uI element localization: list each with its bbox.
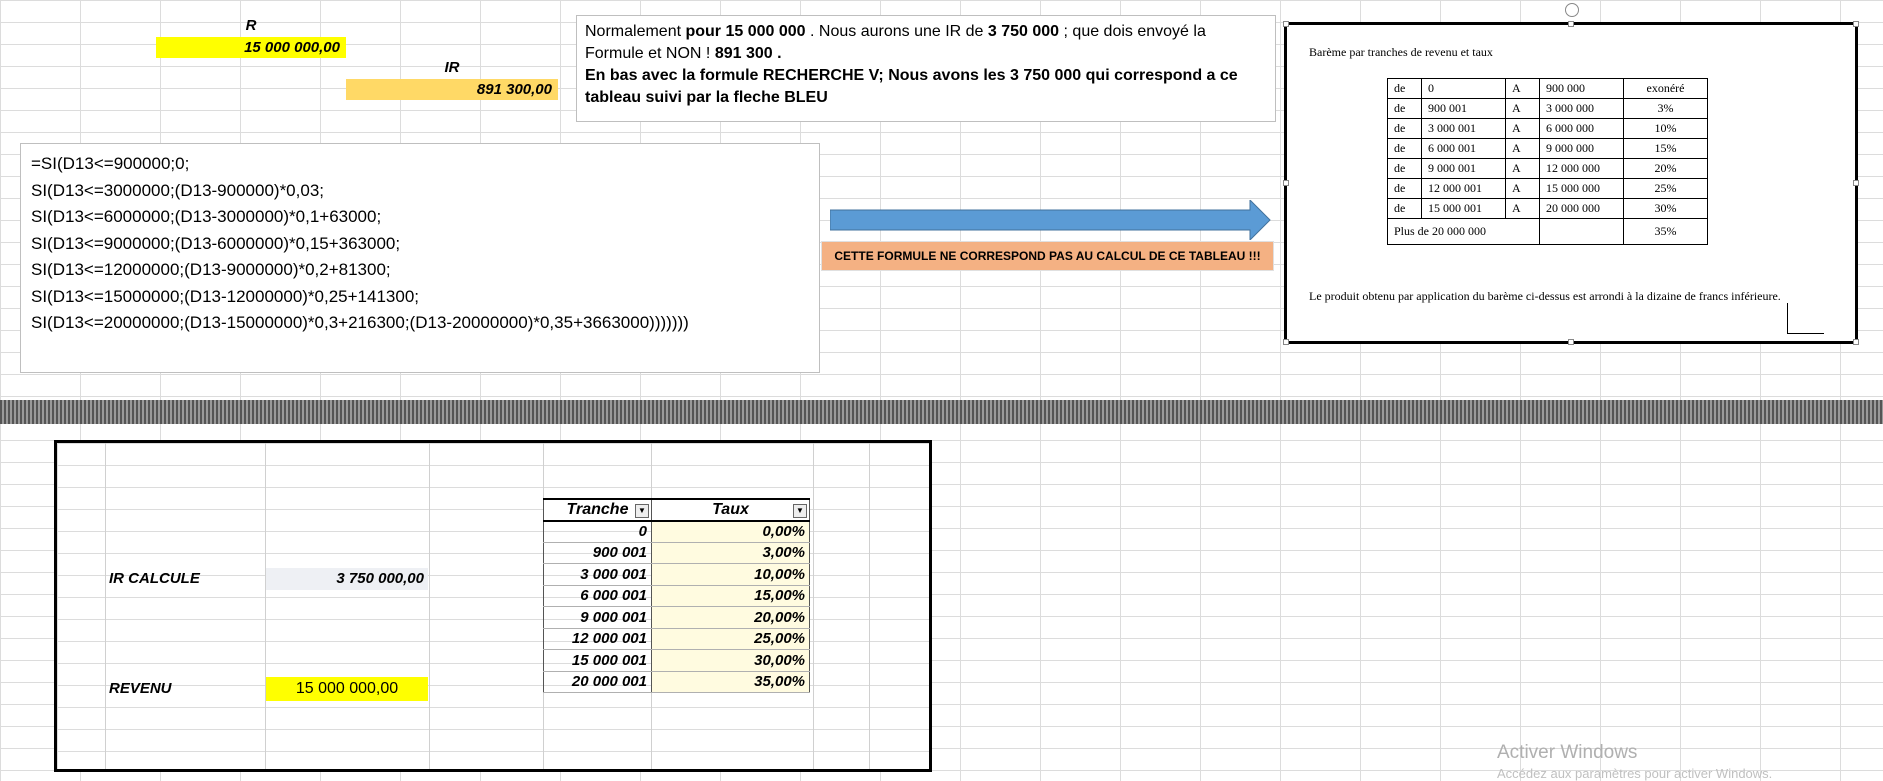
note-text-3: . Nous aurons une IR de [805,23,988,40]
ir-calcule-label[interactable]: IR CALCULE [109,570,200,587]
formula-line: SI(D13<=9000000;(D13-6000000)*0,15+363000; [31,233,401,253]
bareme-cell: A [1506,199,1540,219]
lookup-cell-taux[interactable]: 10,00% [652,564,810,586]
revenu-value[interactable]: 15 000 000,00 [266,677,428,701]
lookup-cell-tranche[interactable]: 0 [544,521,652,543]
bareme-cell: A [1506,179,1540,199]
lookup-cell-tranche[interactable]: 900 001 [544,542,652,564]
lookup-row [544,564,810,586]
lookup-row [544,585,810,607]
lookup-cell-taux[interactable]: 25,00% [652,628,810,650]
bareme-cell: 12 000 000 [1540,159,1624,179]
bareme-cell: 10% [1624,119,1708,139]
bareme-row [1388,139,1708,159]
bareme-table [1387,78,1708,245]
bareme-cell: 0 [1422,79,1506,99]
lookup-cell-taux[interactable]: 35,00% [652,671,810,693]
formula-line: =SI(D13<=900000;0; [31,154,190,173]
lookup-header-tranche[interactable]: Tranche ▼ [544,499,652,521]
note-text-4: 3 750 000 [987,23,1060,40]
lookup-cell-taux[interactable]: 15,00% [652,585,810,607]
bareme-cell: de [1388,99,1422,119]
bareme-cell: de [1388,179,1422,199]
bareme-row [1388,99,1708,119]
bareme-cell: de [1388,139,1422,159]
bareme-cell: 900 000 [1540,79,1624,99]
lookup-row [544,650,810,672]
bareme-cell: de [1388,119,1422,139]
lookup-cell-tranche[interactable]: 20 000 001 [544,671,652,693]
bareme-cell: 9 000 000 [1540,139,1624,159]
bareme-cell: 35% [1624,219,1708,245]
lookup-cell-tranche[interactable]: 6 000 001 [544,585,652,607]
bareme-cell: A [1506,119,1540,139]
bareme-cell: 30% [1624,199,1708,219]
bareme-cell: A [1506,99,1540,119]
activation-watermark-title: Activer Windows [1497,742,1638,763]
bareme-cell: 6 000 001 [1422,139,1506,159]
bareme-row [1388,79,1708,99]
bareme-cell: 20% [1624,159,1708,179]
bareme-footnote: Le produit obtenu par application du barème ci-dessus est arrondi à la dizaine de francs inférieure. [1309,289,1781,303]
bareme-cell: de [1388,159,1422,179]
bareme-cell: exonéré [1624,79,1708,99]
activation-watermark-subtitle: Accédez aux paramètres pour activer Windows. [1497,766,1773,781]
scan-mark [1787,303,1824,334]
note-text-5: ; que dois envoyé la Formule et NON ! [585,23,1206,62]
bareme-cell: 6 000 000 [1540,119,1624,139]
note-text-line2: En bas avec la formule RECHERCHE V; Nous avons les 3 750 000 qui correspond a ce tableau suivi par la fleche BLEU [585,67,1238,106]
bareme-cell: A [1506,139,1540,159]
bareme-cell: 3 000 001 [1422,119,1506,139]
note-text-1: Normalement [585,23,686,40]
lookup-row [544,607,810,629]
bareme-image[interactable] [1284,22,1858,344]
bareme-row [1388,119,1708,139]
lookup-row [544,542,810,564]
note-text-2: pour 15 000 000 [685,23,806,40]
bareme-cell: A [1506,79,1540,99]
bareme-cell [1540,219,1624,245]
bareme-cell: A [1506,159,1540,179]
lookup-cell-tranche[interactable]: 12 000 001 [544,628,652,650]
cell-ir-value[interactable]: 891 300,00 [346,79,558,100]
cell-r-value[interactable]: 15 000 000,00 [156,37,346,58]
lookup-cell-tranche[interactable]: 15 000 001 [544,650,652,672]
note-text-6: 891 300 . [714,45,782,62]
lookup-cell-taux[interactable]: 20,00% [652,607,810,629]
bareme-cell: 12 000 001 [1422,179,1506,199]
formula-line: SI(D13<=15000000;(D13-12000000)*0,25+141300; [31,286,420,306]
warning-box[interactable]: CETTE FORMULE NE CORRESPOND PAS AU CALCUL DE CE TABLEAU !!! [821,241,1274,271]
formula-line: SI(D13<=20000000;(D13-15000000)*0,3+216300;(D13-20000000)*0,35+3663000))))))) [31,313,689,332]
bareme-cell: Plus de 20 000 000 [1388,219,1540,245]
lower-range [54,440,932,772]
bareme-row [1388,159,1708,179]
filter-dropdown-icon[interactable]: ▼ [635,504,649,518]
formula-textbox[interactable] [20,143,820,373]
formula-line: SI(D13<=12000000;(D13-9000000)*0,2+81300; [31,260,391,279]
bareme-cell: 3 000 000 [1540,99,1624,119]
lookup-cell-taux[interactable]: 0,00% [652,521,810,543]
bareme-cell: 9 000 001 [1422,159,1506,179]
lookup-cell-taux[interactable]: 30,00% [652,650,810,672]
bareme-cell: 15 000 000 [1540,179,1624,199]
formula-line: SI(D13<=3000000;(D13-900000)*0,03; [31,180,324,200]
lookup-cell-taux[interactable]: 3,00% [652,542,810,564]
ir-calcule-value[interactable]: 3 750 000,00 [266,568,428,590]
bareme-cell: 3% [1624,99,1708,119]
lookup-row [544,628,810,650]
filter-dropdown-icon[interactable]: ▼ [793,504,807,518]
bareme-cell: 15 000 001 [1422,199,1506,219]
bareme-row [1388,199,1708,219]
lookup-row [544,521,810,543]
lookup-cell-tranche[interactable]: 3 000 001 [544,564,652,586]
revenu-label[interactable]: REVENU [109,680,172,697]
formula-line: SI(D13<=6000000;(D13-3000000)*0,1+63000; [31,207,382,226]
lookup-cell-tranche[interactable]: 9 000 001 [544,607,652,629]
bareme-cell: 20 000 000 [1540,199,1624,219]
blue-arrow-icon[interactable] [830,200,1272,240]
window-split-bar[interactable] [0,400,1883,424]
rotate-handle-icon[interactable] [1565,3,1579,17]
lookup-header-taux[interactable]: Taux ▼ [652,499,810,521]
lookup-row [544,671,810,693]
cell-r-label[interactable]: R [245,17,257,34]
bareme-row [1388,179,1708,199]
note-textbox[interactable] [576,15,1276,122]
cell-ir-label[interactable]: IR [444,59,460,76]
bareme-title: Barème par tranches de revenu et taux [1309,45,1493,59]
bareme-cell: 15% [1624,139,1708,159]
bareme-cell: 900 001 [1422,99,1506,119]
bareme-row [1388,219,1708,245]
bareme-cell: de [1388,79,1422,99]
lookup-table [543,498,810,693]
bareme-cell: 25% [1624,179,1708,199]
bareme-cell: de [1388,199,1422,219]
